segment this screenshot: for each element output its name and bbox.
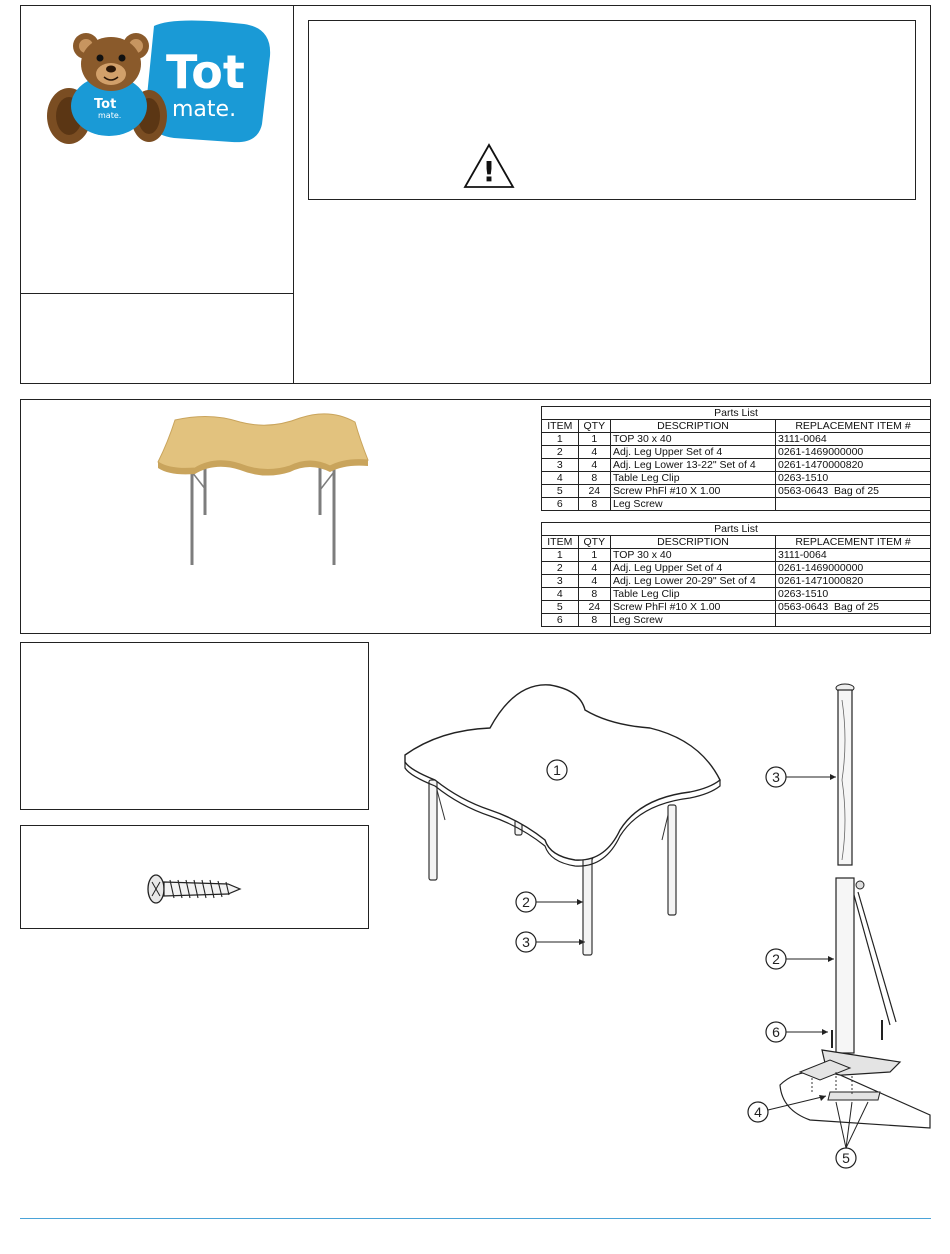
description-cell: Table Leg Clip	[611, 588, 776, 601]
replacement-cell	[776, 614, 931, 627]
item-cell: 6	[542, 614, 579, 627]
item-cell: 1	[542, 549, 579, 562]
header-qty: QTY	[578, 536, 610, 549]
description-cell: Adj. Leg Upper Set of 4	[611, 446, 776, 459]
header-qty: QTY	[578, 420, 610, 433]
shirt-text-top: Tot	[94, 97, 117, 112]
parts-list-title: Parts List	[542, 523, 931, 536]
totmate-logo	[44, 16, 272, 146]
screw-icon	[144, 872, 244, 906]
qty-cell: 4	[578, 446, 610, 459]
item-cell: 3	[542, 459, 579, 472]
header-item: ITEM	[542, 420, 579, 433]
warning-glyph: !	[482, 155, 496, 188]
assembly-diagram	[400, 680, 730, 980]
qty-cell: 4	[578, 575, 610, 588]
header-divider-vertical	[293, 5, 294, 384]
header-replacement: REPLACEMENT ITEM #	[776, 420, 931, 433]
table-row	[542, 446, 931, 459]
shirt-text-bottom: mate.	[98, 111, 122, 120]
replacement-cell: 3111-0064	[776, 433, 931, 446]
table-row	[542, 562, 931, 575]
table-row	[542, 614, 931, 627]
callout-2: 2	[522, 894, 530, 910]
table-row	[542, 433, 931, 446]
table-row	[542, 588, 931, 601]
header-description: DESCRIPTION	[611, 420, 776, 433]
qty-cell: 4	[578, 562, 610, 575]
footer-rule	[20, 1218, 931, 1219]
parts-table-1	[541, 406, 931, 511]
tools-box	[20, 642, 369, 810]
qty-cell: 4	[578, 459, 610, 472]
parts-list-2	[541, 522, 931, 627]
replacement-cell: 0563-0643 Bag of 25	[776, 485, 931, 498]
description-cell: Leg Screw	[611, 498, 776, 511]
detail-callout-2: 2	[772, 951, 780, 967]
replacement-cell: 0563-0643 Bag of 25	[776, 601, 931, 614]
parts-table-2	[541, 522, 931, 627]
logo-text-top: Tot	[166, 45, 245, 99]
description-cell: Adj. Leg Lower 20-29" Set of 4	[611, 575, 776, 588]
replacement-cell	[776, 498, 931, 511]
qty-cell: 8	[578, 614, 610, 627]
qty-cell: 24	[578, 601, 610, 614]
item-cell: 4	[542, 588, 579, 601]
replacement-cell: 0261-1470000820	[776, 459, 931, 472]
qty-cell: 24	[578, 485, 610, 498]
item-cell: 5	[542, 485, 579, 498]
parts-list-title: Parts List	[542, 407, 931, 420]
description-cell: Adj. Leg Upper Set of 4	[611, 562, 776, 575]
table-row	[542, 601, 931, 614]
callout-3: 3	[522, 934, 530, 950]
replacement-cell: 0261-1471000820	[776, 575, 931, 588]
detail-callout-6: 6	[772, 1024, 780, 1040]
detail-callout-5: 5	[842, 1150, 850, 1166]
description-cell: Adj. Leg Lower 13-22" Set of 4	[611, 459, 776, 472]
header-item: ITEM	[542, 536, 579, 549]
replacement-cell: 3111-0064	[776, 549, 931, 562]
item-cell: 6	[542, 498, 579, 511]
item-cell: 4	[542, 472, 579, 485]
description-cell: TOP 30 x 40	[611, 549, 776, 562]
description-cell: Leg Screw	[611, 614, 776, 627]
leg-detail-diagram	[740, 680, 935, 1175]
item-cell: 1	[542, 433, 579, 446]
table-row	[542, 498, 931, 511]
warning-triangle-icon	[463, 143, 515, 189]
table-row	[542, 549, 931, 562]
parts-list-1	[541, 406, 931, 511]
description-cell: Table Leg Clip	[611, 472, 776, 485]
qty-cell: 1	[578, 549, 610, 562]
qty-cell: 8	[578, 588, 610, 601]
header-divider-horizontal	[20, 293, 294, 294]
header-replacement: REPLACEMENT ITEM #	[776, 536, 931, 549]
header-description: DESCRIPTION	[611, 536, 776, 549]
item-cell: 3	[542, 575, 579, 588]
table-row	[542, 459, 931, 472]
table-row	[542, 485, 931, 498]
table-product-image	[150, 410, 380, 575]
replacement-cell: 0263-1510	[776, 588, 931, 601]
qty-cell: 1	[578, 433, 610, 446]
callout-1: 1	[553, 762, 561, 778]
warning-box	[308, 20, 916, 200]
qty-cell: 8	[578, 498, 610, 511]
item-cell: 2	[542, 562, 579, 575]
description-cell: Screw PhFl #10 X 1.00	[611, 485, 776, 498]
logo-text-bottom: mate.	[172, 97, 237, 122]
detail-callout-4: 4	[754, 1104, 762, 1120]
item-cell: 5	[542, 601, 579, 614]
replacement-cell: 0263-1510	[776, 472, 931, 485]
table-row	[542, 472, 931, 485]
qty-cell: 8	[578, 472, 610, 485]
detail-callout-3: 3	[772, 769, 780, 785]
table-row	[542, 575, 931, 588]
description-cell: Screw PhFl #10 X 1.00	[611, 601, 776, 614]
replacement-cell: 0261-1469000000	[776, 446, 931, 459]
description-cell: TOP 30 x 40	[611, 433, 776, 446]
replacement-cell: 0261-1469000000	[776, 562, 931, 575]
item-cell: 2	[542, 446, 579, 459]
